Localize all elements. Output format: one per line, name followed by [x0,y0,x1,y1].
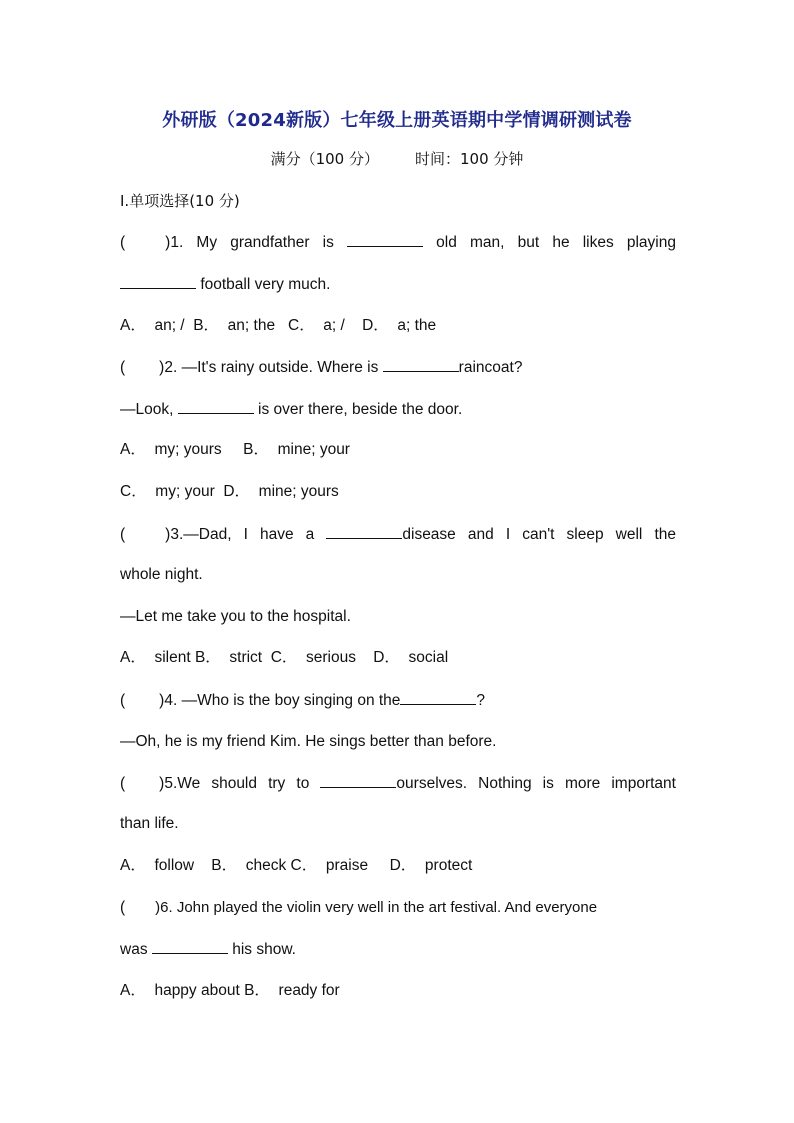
question-1-options: A． an; / B． an; the C． a; / D． a; the [120,317,437,334]
answer-blank [400,690,476,705]
question-3-cont: whole night. [120,566,203,583]
question-3 [120,524,676,545]
question-5-options: A． follow B． check C． praise D． protect [120,857,473,874]
question-text: was [120,941,148,958]
answer-blank [326,524,402,539]
paren-open: ( [120,234,126,251]
answer-blank [347,232,423,247]
question-4-reply: —Oh, he is my friend Kim. He sings better than before. [120,733,497,750]
page-title: 外研版（2024新版）七年级上册英语期中学情调研测试卷 [162,110,632,131]
question-text: ? [476,692,486,709]
question-2-reply [120,399,676,420]
question-text: )2. —It's rainy outside. Where is [159,359,379,376]
question-1 [120,232,676,253]
section-heading: Ⅰ.单项选择(10 分) [120,192,240,210]
paren-open: ( [120,692,126,709]
question-3-reply: —Let me take you to the hospital. [120,608,351,625]
question-text: disease and I can't sleep well the [402,526,676,543]
question-3-options: A． silent B． strict C． serious D． social [120,649,449,666]
question-1-cont [120,274,676,295]
question-text: )6. John played the violin very well in the art festival. And everyone [155,899,598,916]
question-6-cont [120,939,676,960]
paren-open: ( [120,526,126,543]
answer-blank [383,357,459,372]
exam-info [0,148,794,169]
answer-blank [120,274,196,289]
question-text: ourselves. Nothing is more important [396,775,676,792]
question-text: )4. —Who is the boy singing on the [159,692,401,709]
answer-blank [178,399,254,414]
question-text: )3.—Dad, I have a [165,526,315,543]
answer-blank [152,939,228,954]
paren-open: ( [120,899,126,916]
question-2-options-2: C． my; your D． mine; yours [120,483,339,500]
question-text: his show. [232,941,296,958]
question-text: old man, but he likes playing [436,234,676,251]
question-5 [120,773,676,794]
question-6 [120,898,676,918]
question-2 [120,357,676,378]
full-score: 满分（100 分） [270,150,379,168]
paren-open: ( [120,359,126,376]
question-text: )5.We should try to [159,775,310,792]
question-5-cont: than life. [120,815,179,832]
reply-text: is over there, beside the door. [258,401,463,418]
time-limit: 时间：100 分钟 [415,150,524,168]
reply-text: —Look, [120,401,174,418]
question-6-options: A． happy about B． ready for [120,982,340,999]
question-4 [120,690,676,711]
paren-open: ( [120,775,126,792]
question-text: football very much. [200,276,331,293]
question-text: raincoat? [458,359,523,376]
question-text: )1. My grandfather is [165,234,334,251]
answer-blank [320,773,396,788]
question-2-options-1: A． my; yours B． mine; your [120,441,350,458]
